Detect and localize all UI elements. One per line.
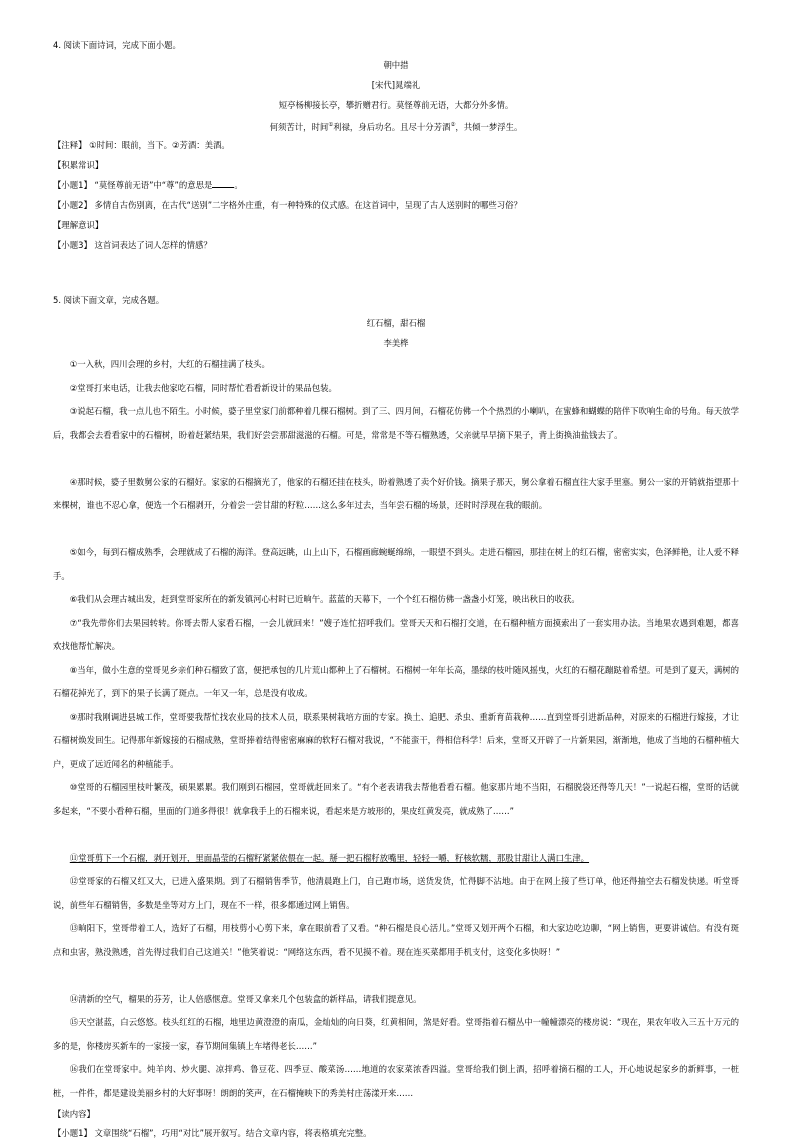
q5-sub-1: 【小题1】 文章围绕“石榴”，巧用“对比”展开叙写。结合文章内容，将表格填充完整。 — [53, 1128, 372, 1138]
paragraph-11: ⑪堂哥剪下一个石榴，剥开划开，里面晶莹的石榴籽紧紧依偎在一起。掰一把石榴籽放嘴里，轻轻一嚼，籽核软糯，那股甘甜让人满口生津。 — [69, 852, 590, 863]
article-title: 红石榴，甜石榴 — [366, 318, 426, 328]
paragraph-16: ⑯我们在堂哥家中。炖羊肉、炒火腿、凉拌鸡、鲁豆花、四季豆、酸菜汤……地道的农家菜浓香四溢。堂哥给我们倒上酒，招呼着摘石榴的工人，开心地说起家乡的新鲜事，一桩桩，一件件，都是建设美丽乡村的大好事呀！朗朗的笑声，在石榴掩映下的秀美村庄荡漾开来…… — [53, 1064, 739, 1098]
document-page — [53, 38, 739, 1140]
paragraph-12: ⑫堂哥家的石榴又红又大，已进入盛果期。到了石榴销售季节，他清晨跑上门，自己跑市场，送货发货，忙得脚不沾地。由于在网上接了些订单，他还得抽空去石榴发快递。听堂哥说，前些年石榴销售，多数是坐等对方上门，现在不一样，很多都通过网上销售。 — [53, 876, 739, 910]
article-author: 李美桦 — [383, 338, 409, 348]
q4-sub-3: 【小题3】 这首词表达了词人怎样的情感？ — [53, 240, 212, 250]
poem-author: [宋代]晁端礼 — [371, 80, 421, 90]
q4-sub-1-end: 。 — [234, 180, 243, 190]
poem-note-1-mark: ① — [328, 122, 334, 128]
poem-line-2a: 何须苦计，时间 — [269, 121, 329, 132]
q5-prompt: 5. 阅读下面文章，完成各题。 — [53, 295, 165, 305]
poem-title: 朝中措 — [383, 60, 409, 70]
paragraph-15: ⑮天空湛蓝，白云悠悠。枝头红红的石榴，地里边黄澄澄的南瓜，金灿灿的向日葵，红黄相间，煞是好看。堂哥指着石榴丛中一幢幢漂亮的楼房说：“现在，果农年收入三五十万元的多的是，你楼房买新车的一家接一家，春节期间集镇上车堵得老长……” — [53, 1017, 739, 1051]
q4-section-1: 【积累常识】 — [53, 160, 104, 170]
poem-line-1: 短亭杨柳接长亭，攀折赠君行。莫怪尊前无语，大都分外多情。 — [278, 100, 514, 110]
paragraph-10: ⑩堂哥的石榴园里枝叶繁茂，硕果累累。我们刚到石榴园，堂哥就赶回来了。“有个老表请我去帮他看看石榴。他家那片地不当阳，石榴脱袋还得等几天！”一说起石榴，堂哥的话就多起来，“不要小看种石榴，里面的门道多得很！就拿我手上的石榴来说，看起来是方坡形的，果皮红黄发亮，就成熟了……” — [53, 782, 739, 816]
paragraph-5: ⑤如今，每到石榴成熟季，会理就成了石榴的海洋。登高远眺，山上山下，石榴画廊蜿蜒绵绵，一眼望不到头。走进石榴园，那挂在树上的红石榴，密密实实，色泽鲜艳，让人爱不释手。 — [53, 547, 739, 581]
answer-blank[interactable] — [212, 179, 234, 188]
q4-note: 【注释】 ①时间：眼前，当下。②芳酒：美酒。 — [53, 140, 230, 150]
q4-section-2: 【理解意识】 — [53, 220, 104, 230]
paragraph-8: ⑧当年，做小生意的堂哥见乡亲们种石榴致了富，便把承包的几片荒山都种上了石榴树。石榴树一年年长高，墨绿的枝叶随风摇曳，火红的石榴花蹦跶着希望。可是到了夏天，满树的石榴花掉光了，到下的果子长满了斑点。一年又一年，总是没有收成。 — [53, 664, 739, 698]
paragraph-6: ⑥我们从会理古城出发，赶到堂哥家所在的新发镇河心村时已近晌午。蓝蓝的天幕下，一个个红石榴仿佛一盏盏小灯笼，映出秋日的收获。 — [69, 594, 580, 604]
q5-section: 【读内容】 — [53, 1109, 95, 1119]
q4-sub-1-text: 【小题1】 “莫怪尊前无语”中“尊”的意思是 — [53, 180, 213, 190]
paragraph-9: ⑨那时我刚调进县城工作，堂哥要我帮忙找农业局的技术人员，联系果树栽培方面的专家。换土、追肥、杀虫、重新育苗栽种……直到堂哥引进新品种，对原来的石榴进行嫁接，才让石榴树焕发回生。记得那年新嫁接的石榴成熟，堂哥捧着结得密密麻麻的软籽石榴对我说，“不能蛮干，得相信科学！后来，堂哥又开辟了一片新果园，渐渐地，他成了当地的石榴种植大户，更成了远近闻名的种植能手。 — [53, 711, 739, 769]
paragraph-4: ④那时候，婆子里数舅公家的石榴好。家家的石榴摘光了，他家的石榴还挂在枝头，盼着熟透了卖个好价钱。摘果子那天，舅公拿着石榴直往大家手里塞。舅公一家的开销就指望那十来棵树，谁也不忍心拿，便选一个石榴剥开，分着尝一尝甘甜的籽粒……这么多年过去，当年尝石榴的场景，还时时浮现在我的眼前。 — [53, 476, 739, 510]
poem-note-2-mark: ② — [450, 122, 456, 128]
paragraph-2: ②堂哥打来电话，让我去他家吃石榴，同时帮忙看看新设计的果品包装。 — [69, 382, 337, 393]
paragraph-14: ⑭清新的空气，榴果的芬芳，让人倍感惬意。堂哥又拿来几个包装盒的新样品，请我们提意见。 — [69, 993, 422, 1004]
poem-line-2c: ，共倾一梦浮生。 — [455, 121, 523, 132]
poem-line-2 — [53, 115, 739, 135]
q4-sub-1 — [53, 175, 739, 195]
paragraph-13: ⑬晌阳下，堂哥带着工人，选好了石榴，用枝剪小心剪下来，拿在眼前看了又看。“种石榴是良心活儿。”堂哥又划开两个石榴，和大家边吃边聊，“网上销售，更要讲诚信。有没有斑点和虫害，熟没熟透，首先得过我们自己这道关！”他笑着说：“网络这东西，看不见摸不着。现在连买菜都用手机支付，这变化多快呀！” — [53, 923, 739, 957]
paragraph-7: ⑦“我先带你们去果园转转。你哥去帮人家看石榴，一会儿就回来！”嫂子连忙招呼我们。堂哥天天和石榴打交道，在石榴种植方面摸索出了一套实用办法。当地果农遇到难题，都喜欢找他帮忙解决。 — [53, 617, 739, 651]
poem-line-2b: 利禄，身后功名。且尽十分芳酒 — [333, 121, 451, 132]
poem-block — [53, 55, 739, 135]
paragraph-3: ③说起石榴，我一点儿也不陌生。小时候，婆子里堂家门前都种着几棵石榴树。到了三、四月间，石榴花仿佛一个个热烈的小喇叭，在蜜蜂和蝴蝶的陪伴下吹响生命的号角。每天放学后，我都会去看看家中的石榴树，盼着赶紧结果，我们好尝尝那甜滋滋的石榴。可是，常常是不等石榴熟透，父亲就早早摘下果子，背上街换油盐钱去了。 — [53, 406, 739, 440]
paragraph-1: ①一入秋，四川会理的乡村，大红的石榴挂满了枝头。 — [69, 359, 270, 369]
q4-prompt: 4. 阅读下面诗词，完成下面小题。 — [53, 40, 181, 50]
q4-sub-2: 【小题2】 多情自古伤别离，在古代“送别”二字格外庄重，有一种特殊的仪式感。在这首词中，呈现了古人送别时的哪些习俗？ — [53, 200, 522, 210]
